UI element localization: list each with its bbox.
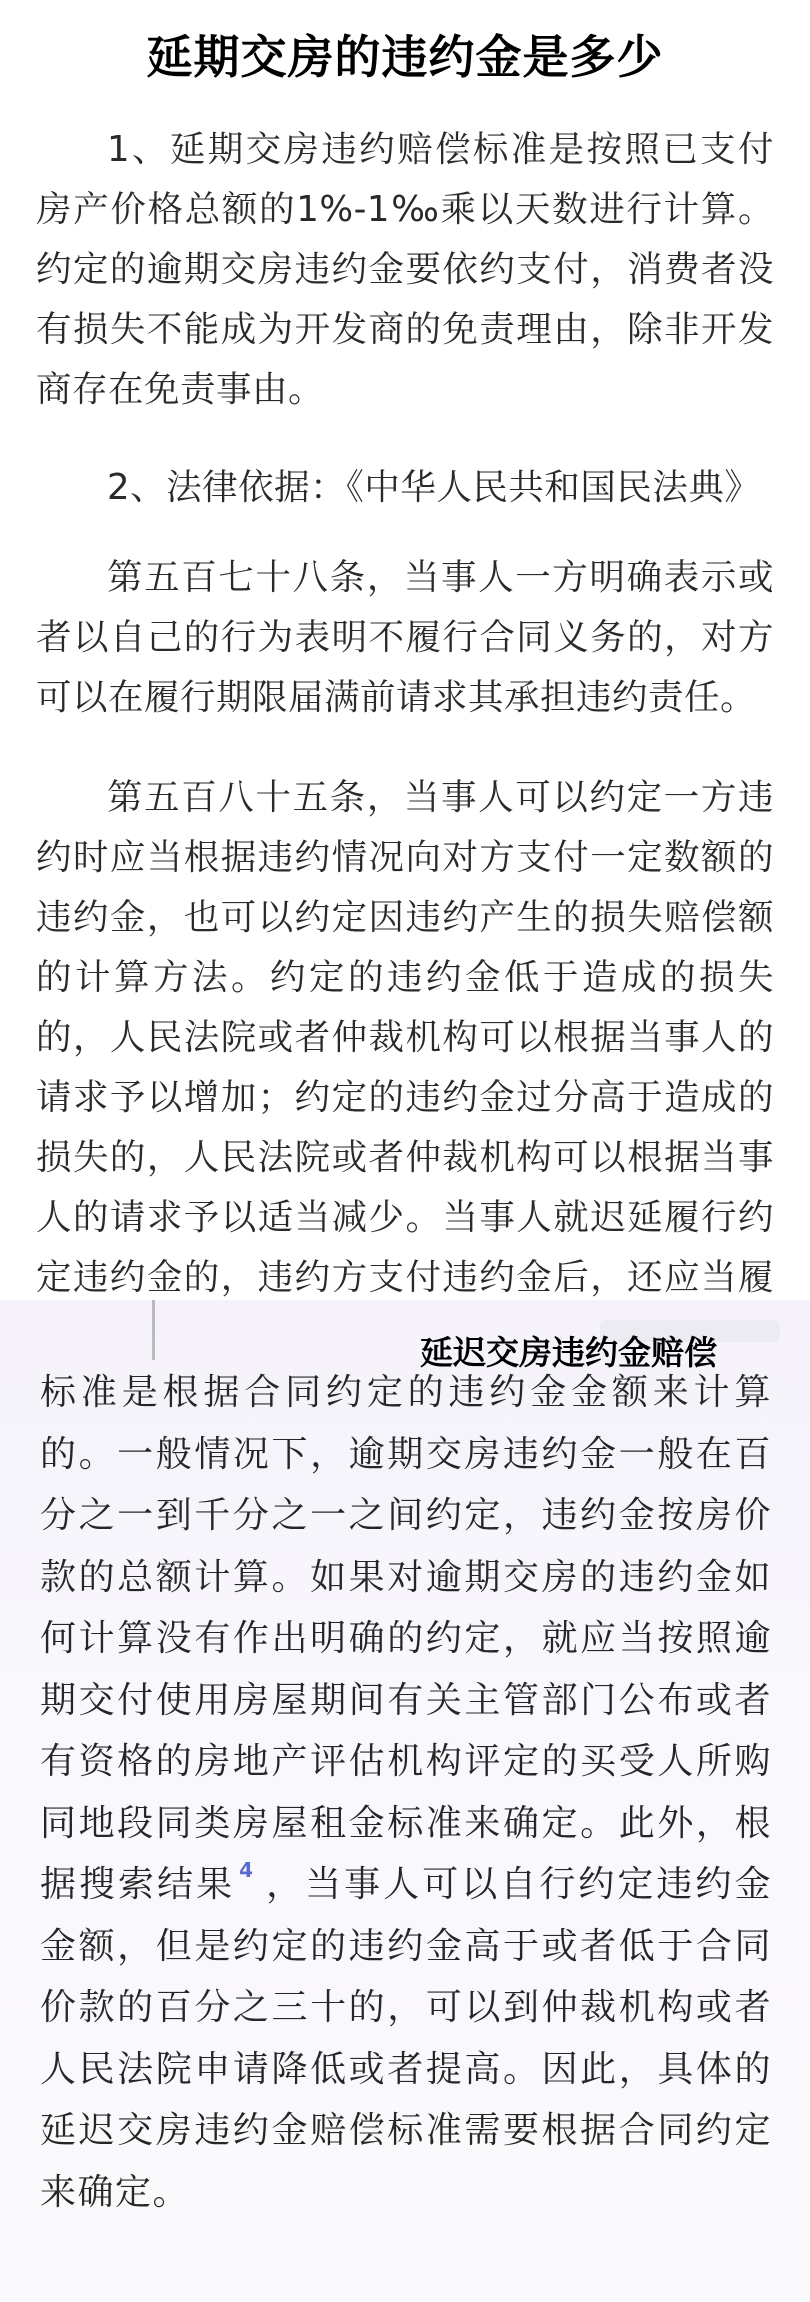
paragraph-penalty-standard: 1、延期交房违约赔偿标准是按照已支付房产价格总额的1%-1‰乘以天数进行计算。约定的逾期交房违约金要依约支付，消费者没有损失不能成为开发商的免责理由，除非开发商存在免责事由。: [36, 129, 774, 410]
overlay-caption: 延迟交房违约金赔偿: [420, 1333, 717, 1372]
search-answer-text: [40, 1362, 772, 2223]
search-answer-text-part-1: 标准是根据合同约定的违约金金额来计算的。一般情况下，逾期交房违约金一般在百分之一到千分之一之间约定，违约金按房价款的总额计算。如果对逾期交房的违约金如何计算没有作出明确的约定，就应当按照逾期交付使用房屋期间有关主管部门公布或者有资格的房地产评估机构评定的买受人所购同地段同类房屋租金标准来确定。此外，根据搜索结果: [40, 1372, 772, 1905]
article-title: 延期交房的违约金是多少: [146, 30, 664, 84]
paragraph-legal-basis: 2、法律依据：《中华人民共和国民法典》: [107, 467, 761, 508]
paragraph-article-585: 第五百八十五条，当事人可以约定一方违约时应当根据违约情况向对方支付一定数额的违约金，也可以约定因违约产生的损失赔偿额的计算方法。约定的违约金低于造成的损失的，人民法院或者仲裁机构可以根据当事人的请求予以增加；约定的违约金过分高于造成的损失的，人民法院或者仲裁机构可以根据当事人的请求予以适当减少。当事人就迟延履行约定违约金的，违约方支付违约金后，还应当履: [36, 777, 774, 1298]
reference-marker[interactable]: 4: [239, 1858, 255, 1882]
search-answer-text-part-2: ，当事人可以自行约定违约金金额，但是约定的违约金高于或者低于合同价款的百分之三十的，可以到仲裁机构或者人民法院申请降低或者提高。因此，具体的延迟交房违约金赔偿标准需要根据合同约定来确定。: [40, 1864, 772, 2213]
paragraph-article-578: 第五百七十八条，当事人一方明确表示或者以自己的行为表明不履行合同义务的，对方可以在履行期限届满前请求其承担违约责任。: [36, 557, 774, 718]
screen-photo-section: [0, 1300, 810, 2302]
